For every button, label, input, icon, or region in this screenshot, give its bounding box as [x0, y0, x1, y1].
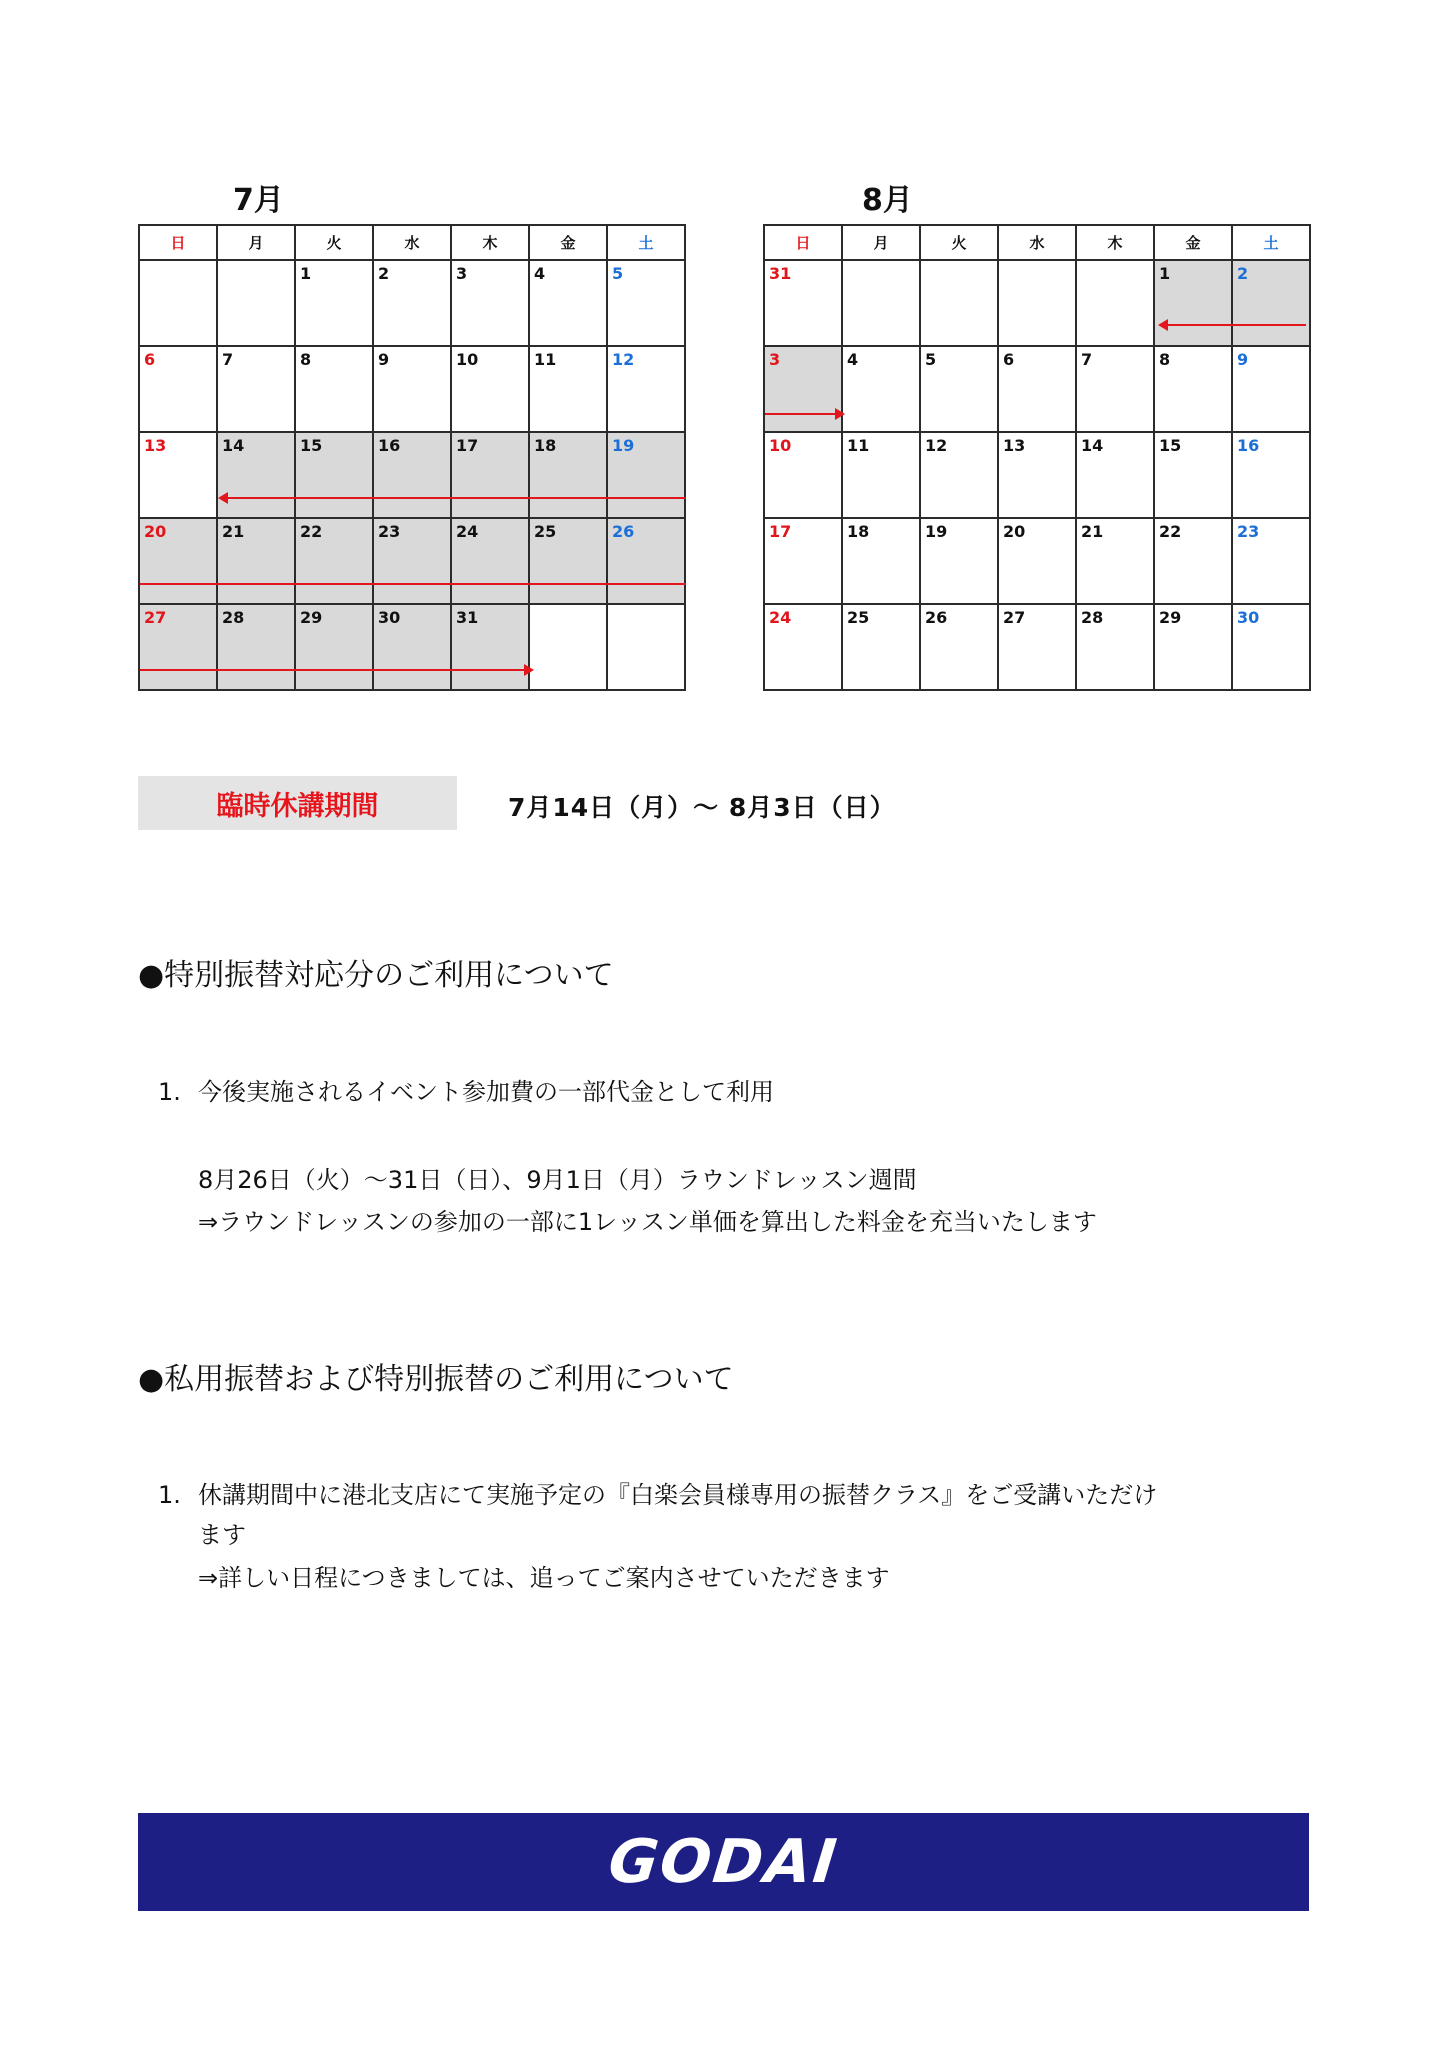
weekday-wed: 水 — [998, 225, 1076, 260]
weekday-tue: 火 — [295, 225, 373, 260]
calendar-day-cell — [1232, 346, 1310, 432]
day-number: 15 — [1159, 436, 1182, 455]
calendar-day-cell — [1154, 604, 1232, 690]
calendar-day-cell — [1232, 604, 1310, 690]
calendar-day-cell — [295, 604, 373, 690]
calendar-day-cell — [373, 260, 451, 346]
weekday-sun: 日 — [764, 225, 842, 260]
section2-item-text: 休講期間中に港北支店にて実施予定の『白楽会員様専用の振替クラス』をご受講いただけ — [198, 1481, 1158, 1509]
calendar-day-cell — [373, 432, 451, 518]
day-number: 3 — [456, 264, 468, 283]
august-month-title: 8月 — [862, 183, 913, 218]
weekday-header-row — [764, 225, 1310, 260]
day-number: 19 — [925, 522, 948, 541]
weekday-sun: 日 — [139, 225, 217, 260]
closure-line-icon — [140, 583, 686, 585]
calendar-day-cell — [998, 260, 1076, 346]
day-number: 24 — [456, 522, 479, 541]
day-number: 23 — [1237, 522, 1260, 541]
day-number: 9 — [1237, 350, 1249, 369]
day-number: 11 — [847, 436, 870, 455]
day-number: 21 — [222, 522, 245, 541]
day-number — [608, 605, 684, 609]
calendar-day-cell — [295, 346, 373, 432]
calendar-day-cell — [217, 518, 295, 604]
day-number: 2 — [378, 264, 390, 283]
day-number: 25 — [847, 608, 870, 627]
calendar-day-cell — [139, 432, 217, 518]
calendar-day-cell — [1154, 346, 1232, 432]
calendar-day-cell — [607, 346, 685, 432]
calendar-day-cell — [529, 260, 607, 346]
closure-period-label: 臨時休講期間 — [138, 776, 457, 830]
calendar-day-cell — [1154, 518, 1232, 604]
calendar-week-row — [764, 518, 1310, 604]
day-number: 18 — [534, 436, 557, 455]
calendar-day-cell — [1154, 260, 1232, 346]
calendar-day-cell — [842, 518, 920, 604]
day-number: 18 — [847, 522, 870, 541]
day-number: 3 — [769, 350, 781, 369]
calendar-day-cell — [920, 260, 998, 346]
day-number: 20 — [144, 522, 167, 541]
calendar-day-cell — [607, 432, 685, 518]
day-number — [1077, 261, 1153, 265]
calendar-day-cell — [1232, 432, 1310, 518]
calendar-week-row — [139, 604, 685, 690]
day-number: 28 — [222, 608, 245, 627]
day-number: 25 — [534, 522, 557, 541]
section1-detail-dates: 8月26日（火）～31日（日）、9月1日（月）ラウンドレッスン週間 — [198, 1166, 917, 1194]
calendar-day-cell — [451, 604, 529, 690]
calendar-day-cell — [217, 260, 295, 346]
calendar-day-cell — [1232, 518, 1310, 604]
day-number: 15 — [300, 436, 323, 455]
day-number: 14 — [222, 436, 245, 455]
calendar-day-cell — [998, 346, 1076, 432]
day-number: 29 — [300, 608, 323, 627]
calendar-day-cell — [842, 260, 920, 346]
day-number: 29 — [1159, 608, 1182, 627]
day-number: 26 — [925, 608, 948, 627]
day-number: 8 — [1159, 350, 1171, 369]
calendar-day-cell — [1076, 346, 1154, 432]
calendar-day-cell — [998, 518, 1076, 604]
calendar-day-cell — [764, 346, 842, 432]
calendar-week-row — [139, 518, 685, 604]
weekday-thu: 木 — [1076, 225, 1154, 260]
weekday-tue: 火 — [920, 225, 998, 260]
calendar-day-cell — [373, 346, 451, 432]
calendar-day-cell — [842, 604, 920, 690]
calendar-day-cell — [295, 260, 373, 346]
weekday-thu: 木 — [451, 225, 529, 260]
calendar-day-cell — [764, 604, 842, 690]
july-month-title: 7月 — [233, 183, 284, 218]
calendar-day-cell — [217, 604, 295, 690]
day-number: 12 — [612, 350, 635, 369]
calendar-day-cell — [529, 518, 607, 604]
weekday-fri: 金 — [1154, 225, 1232, 260]
calendar-week-row — [764, 604, 1310, 690]
day-number — [140, 261, 216, 265]
day-number: 4 — [847, 350, 859, 369]
calendar-day-cell — [842, 346, 920, 432]
day-number: 27 — [1003, 608, 1026, 627]
calendar-day-cell — [217, 346, 295, 432]
day-number: 20 — [1003, 522, 1026, 541]
calendar-day-cell — [1076, 260, 1154, 346]
calendar-day-cell — [217, 432, 295, 518]
calendar-day-cell — [920, 432, 998, 518]
day-number: 22 — [1159, 522, 1182, 541]
day-number: 16 — [378, 436, 401, 455]
day-number: 31 — [769, 264, 792, 283]
calendar-week-row — [139, 260, 685, 346]
calendar-day-cell — [529, 346, 607, 432]
day-number: 9 — [378, 350, 390, 369]
calendar-week-row — [139, 432, 685, 518]
calendar-day-cell — [920, 604, 998, 690]
day-number: 10 — [456, 350, 479, 369]
closure-arrow-right-icon — [765, 413, 843, 415]
calendar-day-cell — [1154, 432, 1232, 518]
calendar-day-cell — [1232, 260, 1310, 346]
calendar-day-cell — [920, 346, 998, 432]
day-number: 21 — [1081, 522, 1104, 541]
day-number — [843, 261, 919, 265]
calendar-day-cell — [295, 432, 373, 518]
calendar-day-cell — [451, 346, 529, 432]
day-number: 17 — [769, 522, 792, 541]
day-number: 4 — [534, 264, 546, 283]
weekday-wed: 水 — [373, 225, 451, 260]
calendar-week-row — [764, 260, 1310, 346]
calendar-day-cell — [607, 260, 685, 346]
august-calendar — [763, 224, 1311, 691]
calendar-week-row — [764, 346, 1310, 432]
calendar-day-cell — [1076, 518, 1154, 604]
weekday-sat: 土 — [1232, 225, 1310, 260]
closure-period-dates: 7月14日（月）～ 8月3日（日） — [508, 793, 896, 822]
day-number: 27 — [144, 608, 167, 627]
day-number: 22 — [300, 522, 323, 541]
calendar-day-cell — [529, 604, 607, 690]
calendar-day-cell — [139, 346, 217, 432]
day-number: 5 — [925, 350, 937, 369]
day-number: 23 — [378, 522, 401, 541]
godai-logo: GODAI — [605, 1827, 842, 1897]
weekday-mon: 月 — [217, 225, 295, 260]
day-number: 6 — [1003, 350, 1015, 369]
calendar-day-cell — [607, 604, 685, 690]
day-number: 16 — [1237, 436, 1260, 455]
section2-item-text-cont: ます — [198, 1521, 246, 1549]
calendar-week-row — [764, 432, 1310, 518]
section2-heading: ●私用振替および特別振替のご利用について — [138, 1362, 734, 1397]
calendar-day-cell — [998, 432, 1076, 518]
day-number: 12 — [925, 436, 948, 455]
calendar-day-cell — [607, 518, 685, 604]
weekday-header-row — [139, 225, 685, 260]
day-number — [218, 261, 294, 265]
calendar-day-cell — [998, 604, 1076, 690]
day-number: 1 — [300, 264, 312, 283]
day-number — [999, 261, 1075, 265]
calendar-day-cell — [139, 260, 217, 346]
closure-arrow-left-icon — [220, 497, 686, 499]
section1-item-number: 1. — [158, 1078, 181, 1106]
closure-arrow-right-icon — [140, 669, 532, 671]
calendar-day-cell — [529, 432, 607, 518]
weekday-mon: 月 — [842, 225, 920, 260]
july-calendar — [138, 224, 686, 691]
day-number: 28 — [1081, 608, 1104, 627]
calendar-week-row — [139, 346, 685, 432]
weekday-sat: 土 — [607, 225, 685, 260]
day-number — [530, 605, 606, 609]
weekday-fri: 金 — [529, 225, 607, 260]
day-number: 30 — [1237, 608, 1260, 627]
day-number: 8 — [300, 350, 312, 369]
footer-banner — [138, 1813, 1309, 1911]
calendar-day-cell — [295, 518, 373, 604]
calendar-day-cell — [1076, 432, 1154, 518]
day-number: 6 — [144, 350, 156, 369]
calendar-day-cell — [139, 604, 217, 690]
day-number: 17 — [456, 436, 479, 455]
closure-arrow-left-icon — [1160, 324, 1306, 326]
day-number: 13 — [144, 436, 167, 455]
day-number: 30 — [378, 608, 401, 627]
day-number: 31 — [456, 608, 479, 627]
calendar-day-cell — [451, 518, 529, 604]
day-number: 2 — [1237, 264, 1249, 283]
day-number: 24 — [769, 608, 792, 627]
day-number: 1 — [1159, 264, 1171, 283]
day-number: 13 — [1003, 436, 1026, 455]
calendar-day-cell — [373, 518, 451, 604]
calendar-day-cell — [764, 432, 842, 518]
day-number: 10 — [769, 436, 792, 455]
section1-heading: ●特別振替対応分のご利用について — [138, 958, 614, 993]
calendar-day-cell — [764, 518, 842, 604]
calendar-day-cell — [842, 432, 920, 518]
day-number: 7 — [1081, 350, 1093, 369]
calendar-day-cell — [451, 260, 529, 346]
calendar-day-cell — [451, 432, 529, 518]
calendar-day-cell — [920, 518, 998, 604]
day-number: 19 — [612, 436, 635, 455]
section2-detail-note: ⇒詳しい日程につきましては、追ってご案内させていただきます — [198, 1564, 890, 1592]
section2-item-number: 1. — [158, 1481, 181, 1509]
day-number — [921, 261, 997, 265]
calendar-day-cell — [139, 518, 217, 604]
section1-item-text: 今後実施されるイベント参加費の一部代金として利用 — [198, 1078, 774, 1106]
calendar-day-cell — [373, 604, 451, 690]
day-number: 14 — [1081, 436, 1104, 455]
calendar-day-cell — [764, 260, 842, 346]
calendar-day-cell — [1076, 604, 1154, 690]
section1-detail-note: ⇒ラウンドレッスンの参加の一部に1レッスン単価を算出した料金を充当いたします — [198, 1208, 1097, 1236]
day-number: 7 — [222, 350, 234, 369]
day-number: 5 — [612, 264, 624, 283]
day-number: 11 — [534, 350, 557, 369]
day-number: 26 — [612, 522, 635, 541]
